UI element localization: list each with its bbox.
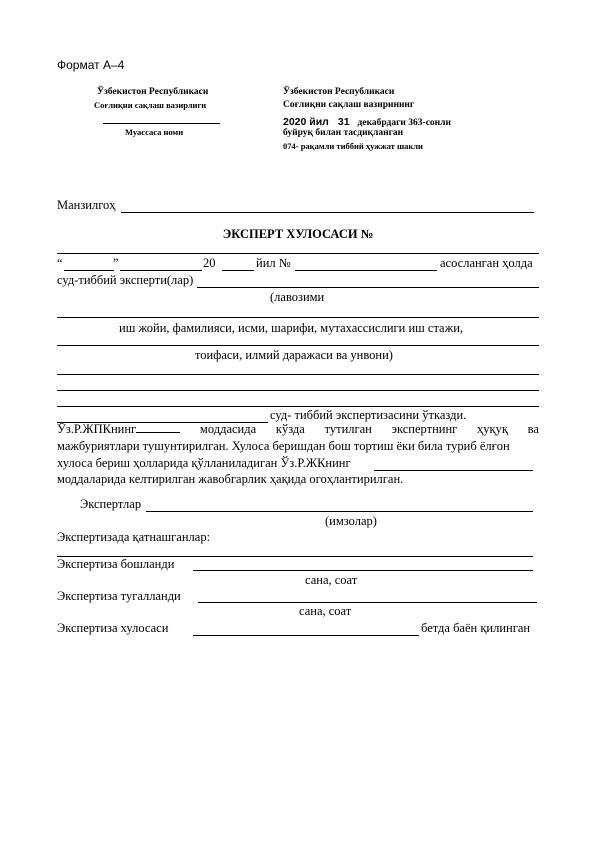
participants-label: Экспертизада қатнашганлар: xyxy=(57,530,211,544)
para-word-7: ва xyxy=(527,422,539,436)
date-day-field[interactable] xyxy=(64,270,114,271)
para-word-3: кўзда xyxy=(275,422,305,436)
header-date-year: 2020 йил xyxy=(283,116,329,128)
address-field[interactable] xyxy=(121,212,534,213)
conclusion-tail: бетда баён қилинган xyxy=(421,621,531,635)
header-left-line1: Ўзбекистон Республикаси xyxy=(97,87,209,97)
date-year-prefix: 20 xyxy=(203,256,216,270)
para-word-1: Ўз.Р.ЖПКнинг xyxy=(57,422,180,437)
blank-line-2[interactable] xyxy=(57,390,539,391)
para-word-5: экспертнинг xyxy=(391,422,458,436)
conclusion-pages-field[interactable] xyxy=(193,635,419,636)
experts-line-field[interactable] xyxy=(197,287,539,288)
workplace-field[interactable] xyxy=(57,317,539,318)
paragraph-line-2: мажбуриятлари тушунтирилган. Хулоса беришдан бош тортиш ёки била туриб ёлғон xyxy=(57,439,510,453)
date-year-suffix: йил № xyxy=(256,256,291,270)
title-underline[interactable] xyxy=(57,253,539,254)
para-word-6: ҳуқуқ xyxy=(477,422,508,436)
caption-workplace: иш жойи, фамилияси, исми, шарифи, мутахассислиги иш стажи, xyxy=(119,321,464,335)
started-field[interactable] xyxy=(193,570,533,571)
signatures-caption: (имзолар) xyxy=(325,514,377,528)
started-caption: сана, соат xyxy=(305,573,358,587)
date-open-quote: “ xyxy=(57,256,63,270)
header-left-line2: Соғлиқни сақлаш вазирлиги xyxy=(94,100,207,110)
finished-label: Экспертиза тугалланди xyxy=(57,589,181,603)
document-number-field[interactable] xyxy=(295,270,437,271)
date-close-quote: ” xyxy=(113,256,119,270)
format-label: Формат А–4 xyxy=(57,58,125,72)
date-year-field[interactable] xyxy=(222,270,254,271)
started-label: Экспертиза бошланди xyxy=(57,557,175,571)
para-word-2: моддасида xyxy=(199,422,257,436)
org-name-caption: Муассаса номи xyxy=(125,127,184,137)
paragraph-line-1 xyxy=(57,422,539,437)
paragraph-line-3: хулоса бериш ҳолларида қўлланиладиган Ўз.Р.ЖКнинг xyxy=(57,456,351,470)
header-right-line1: Ўзбекистон Республикаси xyxy=(283,87,395,97)
experts-signatures-field[interactable] xyxy=(146,511,533,512)
date-row-tail: асосланган ҳолда xyxy=(440,256,533,270)
paragraph-line-4: моддаларида келтирилган жавобгарлик ҳақида огоҳлантирилган. xyxy=(57,472,404,486)
address-label: Манзилгоҳ xyxy=(57,198,116,212)
finished-field[interactable] xyxy=(198,602,537,603)
blank-line-3[interactable] xyxy=(57,406,539,407)
article-number-field[interactable] xyxy=(136,422,180,433)
org-name-line xyxy=(103,123,220,124)
caption-category: тоифаси, илмий даражаси ва унвони) xyxy=(195,348,393,362)
category-field[interactable] xyxy=(57,345,539,346)
caption-position: (лавозими xyxy=(270,290,325,304)
finished-caption: сана, соат xyxy=(299,604,352,618)
header-right-line4: буйруқ билан тасдиқланган xyxy=(283,128,404,138)
header-date-rest: декабрдаги 363-сонли xyxy=(357,118,451,128)
blank-line-1[interactable] xyxy=(57,374,539,375)
header-right-line5: 074- рақамли тиббий ҳужжат шакли xyxy=(283,141,423,151)
date-month-field[interactable] xyxy=(120,270,202,271)
header-right-line2: Соғлиқни сақлаш вазирининг xyxy=(283,100,415,110)
experts-line-label: суд-тиббий эксперти(лар) xyxy=(57,273,194,287)
document-title: ЭКСПЕРТ ХУЛОСАСИ № xyxy=(222,227,374,241)
criminal-code-article-field[interactable] xyxy=(374,470,533,471)
header-date-day: 31 xyxy=(337,116,350,128)
experts-label: Экспертлар xyxy=(80,497,142,511)
conclusion-label: Экспертиза хулосаси xyxy=(57,621,169,635)
conducted-text: суд- тиббий экспертизасини ўтказди. xyxy=(270,408,467,422)
para-word-4: тутилган xyxy=(324,422,372,436)
